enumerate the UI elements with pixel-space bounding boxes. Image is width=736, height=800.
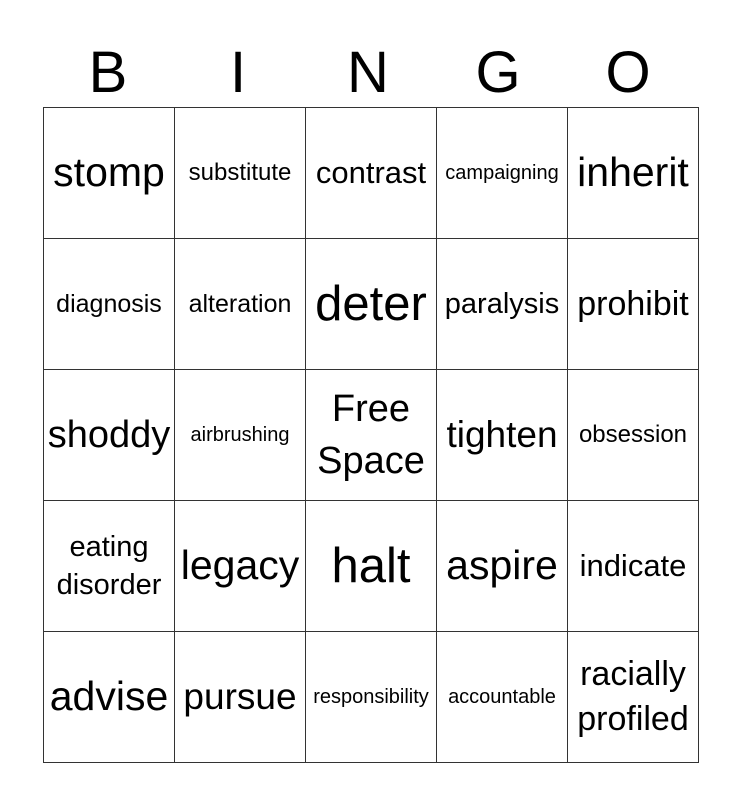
bingo-cell[interactable] [306, 108, 437, 239]
cell-word: indicate [579, 547, 687, 583]
board-row [44, 501, 699, 632]
bingo-cell[interactable] [568, 370, 699, 501]
board-row [44, 370, 699, 501]
bingo-cell[interactable] [306, 632, 437, 763]
header-letter-n: N [347, 40, 389, 105]
bingo-cell[interactable] [437, 239, 568, 370]
bingo-cell[interactable] [437, 370, 568, 501]
bingo-cell[interactable] [175, 632, 306, 763]
bingo-cell[interactable] [175, 501, 306, 632]
bingo-cell[interactable] [437, 632, 568, 763]
bingo-cell[interactable] [437, 108, 568, 239]
cell-word: responsibility [313, 685, 429, 708]
bingo-cell[interactable] [568, 108, 699, 239]
cell-word: shoddy [47, 413, 171, 456]
bingo-cell[interactable] [175, 239, 306, 370]
cell-word: deter [315, 276, 427, 331]
board-row [44, 108, 699, 239]
cell-word: racially profiled [577, 655, 689, 738]
cell-word: tighten [446, 414, 558, 456]
cell-word: aspire [446, 542, 558, 589]
free-space-cell[interactable] [306, 370, 437, 501]
cell-word: legacy [180, 542, 300, 589]
free-space-label: Free Space [317, 387, 425, 482]
bingo-cell[interactable] [44, 239, 175, 370]
bingo-cell[interactable] [175, 108, 306, 239]
cell-word: contrast [315, 154, 427, 190]
cell-word: airbrushing [190, 423, 290, 446]
board-row [44, 632, 699, 763]
cell-word: advise [49, 673, 169, 720]
bingo-board [43, 107, 699, 763]
header-letter-o: O [605, 40, 651, 105]
bingo-cell[interactable] [44, 108, 175, 239]
cell-word: accountable [448, 685, 556, 708]
header-letter-i: I [229, 40, 247, 105]
bingo-cell[interactable] [175, 370, 306, 501]
bingo-cell[interactable] [306, 239, 437, 370]
board-row [44, 239, 699, 370]
bingo-cell[interactable] [44, 370, 175, 501]
header-letter-b: B [88, 40, 128, 105]
cell-word: stomp [53, 149, 165, 196]
cell-word: pursue [183, 676, 297, 718]
cell-word: halt [331, 538, 411, 593]
cell-word: campaigning [445, 161, 559, 184]
cell-word: paralysis [444, 287, 560, 320]
bingo-cell[interactable] [568, 501, 699, 632]
header-letter-g: G [475, 40, 521, 105]
cell-word: alteration [188, 290, 292, 318]
bingo-cell[interactable] [306, 501, 437, 632]
cell-word: obsession [578, 420, 688, 448]
cell-word: diagnosis [56, 290, 162, 318]
cell-word: prohibit [577, 284, 689, 323]
bingo-cell[interactable] [437, 501, 568, 632]
bingo-cell[interactable] [568, 632, 699, 763]
bingo-cell[interactable] [44, 501, 175, 632]
bingo-header [43, 40, 693, 106]
cell-word: eating disorder [56, 530, 162, 601]
bingo-cell[interactable] [568, 239, 699, 370]
cell-word: inherit [577, 149, 689, 196]
cell-word: substitute [188, 158, 292, 186]
bingo-cell[interactable] [44, 632, 175, 763]
